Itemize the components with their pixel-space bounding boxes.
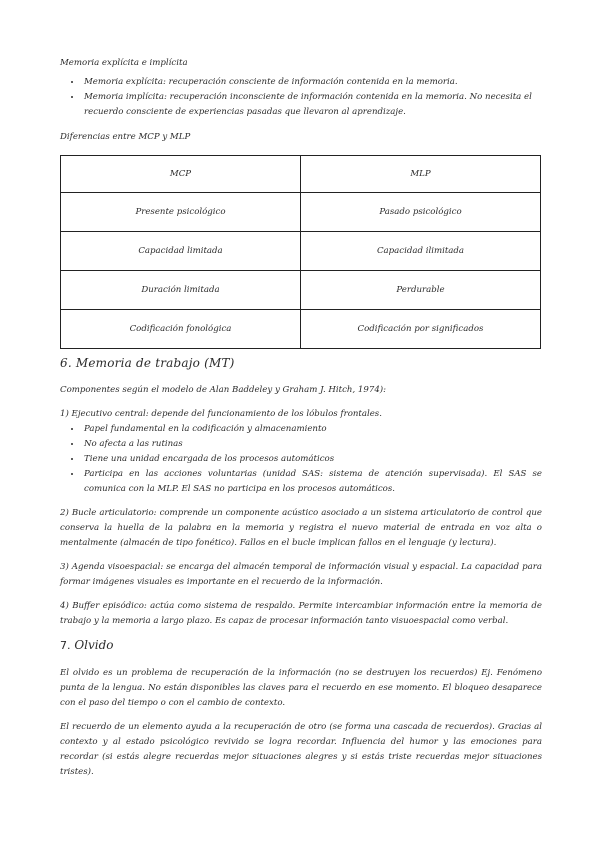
section-7-number: 7.: [60, 639, 71, 652]
list-item: • Memoria implícita: recuperación inconsciente de información contenida en la memoria. No necesita el recuerdo consciente de experiencias pasadas que llevaron al aprendizaje.: [82, 90, 542, 120]
list-item: • Memoria explícita: recuperación consciente de información contenida en la memoria.: [82, 75, 542, 90]
table-cell: Perdurable: [301, 271, 541, 310]
visuospatial-sketchpad-paragraph: 3) Agenda visoespacial: se encarga del almacén temporal de información visual y espacial. La capacidad para formar imágenes visuales es importante en el recuerdo de la información.: [60, 562, 542, 587]
table-header-mlp: MLP: [301, 156, 541, 193]
table-row: [61, 193, 541, 232]
explicit-implicit-list: [60, 75, 542, 120]
table-header-mcp: MCP: [61, 156, 301, 193]
forgetting-paragraph-1: El olvido es un problema de recuperación de la información (no se destruyen los recuerdos) Ej. Fenómeno punta de la lengua. No están disponibles las claves para el recuerdo en ese momento. El bloqueo desaparece con el paso del tiempo o con el cambio de contexto.: [60, 668, 542, 708]
comparison-table: [60, 155, 541, 349]
table-row: [61, 310, 541, 349]
explicit-implicit-heading: Memoria explícita e implícita: [60, 58, 188, 68]
list-item: • No afecta a las rutinas: [82, 437, 542, 452]
table-row: [61, 232, 541, 271]
list-item: • Tiene una unidad encargada de los procesos automáticos: [82, 452, 542, 467]
phonological-loop-paragraph: 2) Bucle articulatorio: comprende un componente acústico asociado a un sistema articulatorio de control que conserva la huella de la palabra en la memoria y registra el nuevo material de entrada en voz alta o mentalmente (almacén de tipo fonético). Fallos en el bucle implican fallos en el lenguaje (y lectura).: [60, 508, 542, 548]
differences-heading: Diferencias entre MCP y MLP: [60, 132, 191, 142]
list-item: • Papel fundamental en la codificación y almacenamiento: [82, 422, 542, 437]
section-6-title: 6. Memoria de trabajo (MT): [60, 356, 235, 370]
list-item: • Participa en las acciones voluntarias (unidad SAS: sistema de atención supervisada). El SAS se comunica con la MLP. El SAS no participa en los procesos automáticos.: [82, 467, 542, 497]
table-row: [61, 271, 541, 310]
episodic-buffer-paragraph: 4) Buffer episódico: actúa como sistema de respaldo. Permite intercambiar información entre la memoria de trabajo y la memoria a largo plazo. Es capaz de procesar información tanto visuoespacial como verbal.: [60, 601, 542, 626]
table-cell: Presente psicológico: [61, 193, 301, 232]
table-cell: Duración limitada: [61, 271, 301, 310]
table-header-row: [61, 156, 541, 193]
table-cell: Codificación fonológica: [61, 310, 301, 349]
central-executive-lead: 1) Ejecutivo central: depende del funcionamiento de los lóbulos frontales.: [60, 409, 382, 419]
section-6-intro: Componentes según el modelo de Alan Baddeley y Graham J. Hitch, 1974):: [60, 385, 387, 395]
table-cell: Capacidad ilimitada: [301, 232, 541, 271]
forgetting-paragraph-2: El recuerdo de un elemento ayuda a la recuperación de otro (se forma una cascada de recuerdos). Gracias al contexto y al estado psicológico revivido se logra recordar. Influencia del humor y las emociones para recordar (si estás alegre recuerdas mejor situaciones alegres y si estás triste recuerdas mejor situaciones tristes).: [60, 722, 542, 777]
table-cell: Codificación por significados: [301, 310, 541, 349]
table-cell: Capacidad limitada: [61, 232, 301, 271]
central-executive-list: [60, 422, 542, 497]
section-7-title: [60, 637, 542, 654]
section-7-label: Olvido: [74, 638, 114, 652]
table-cell: Pasado psicológico: [301, 193, 541, 232]
document-page: [60, 56, 542, 780]
